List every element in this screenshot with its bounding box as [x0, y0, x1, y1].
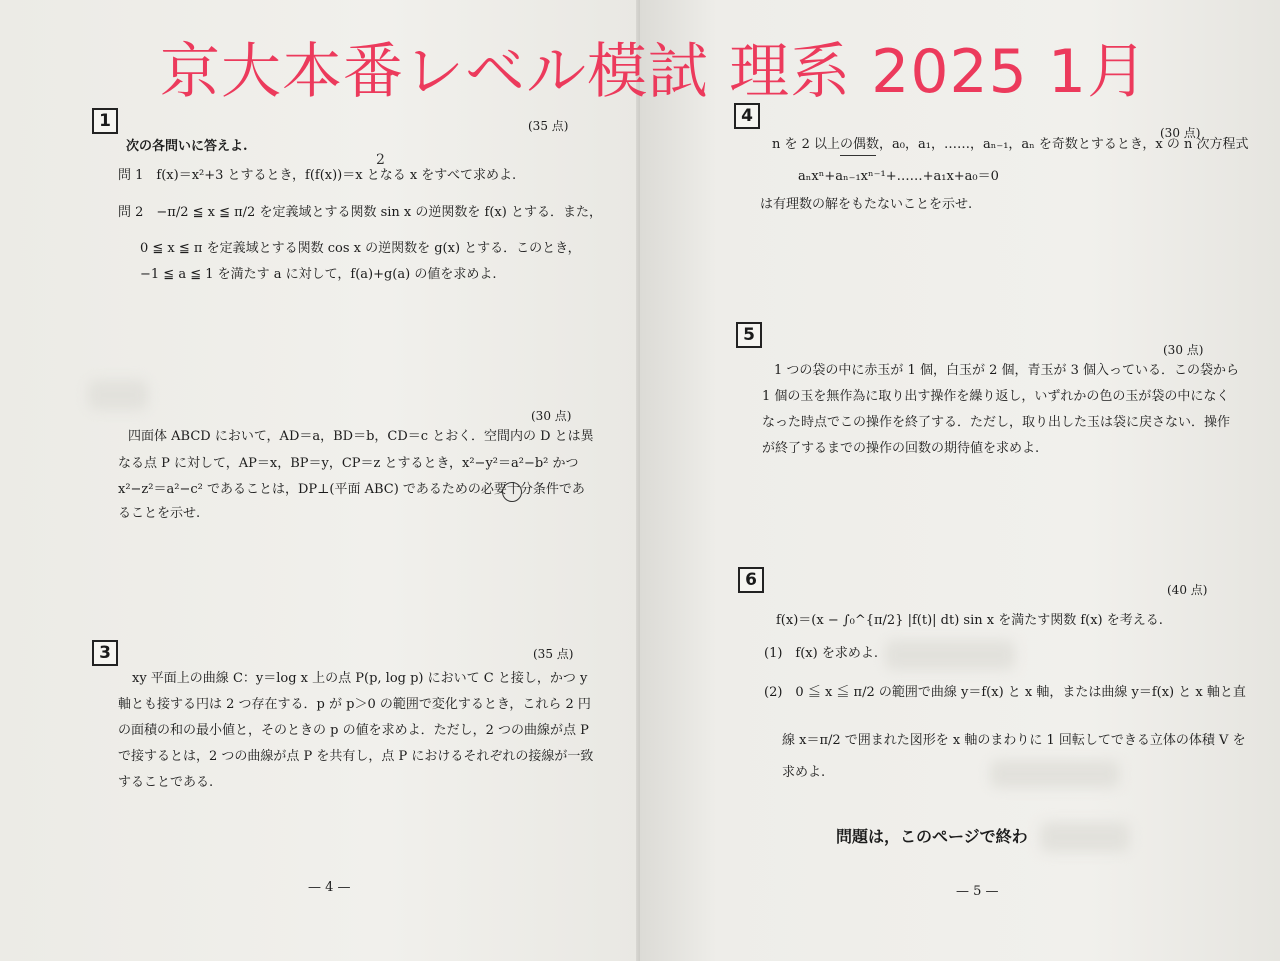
question-1-line: −1 ≦ a ≦ 1 を満たす a に対して，f(a)+g(a) の値を求めよ. — [140, 267, 497, 282]
question-4-line: n を 2 以上の偶数，a₀，a₁，……，aₙ₋₁，aₙ を奇数とするとき，x の n 次方程式 — [772, 137, 1249, 152]
question-6-number: 6 — [738, 567, 764, 593]
obscured-region — [885, 640, 1015, 670]
question-2-line: ることを示せ. — [118, 506, 201, 521]
question-1-line: 次の各問いに答えよ. — [126, 139, 248, 154]
handwritten-mark: 2 — [376, 152, 385, 168]
question-6-points: (40 点) — [1167, 583, 1208, 597]
question-6-line: 求めよ. — [782, 765, 826, 780]
question-3-line: の面積の和の最小値と，そのときの p の値を求めよ．ただし，2 つの曲線が点 P — [118, 723, 589, 738]
question-6-line: (1) f(x) を求めよ. — [764, 646, 878, 661]
question-3-points: (35 点) — [533, 647, 574, 661]
obscured-region — [990, 760, 1120, 788]
question-2-points: (30 点) — [531, 409, 572, 423]
question-5-points: (30 点) — [1163, 343, 1204, 357]
question-5-line: 1 個の玉を無作為に取り出す操作を繰り返し，いずれかの色の玉が袋の中になく — [762, 389, 1230, 404]
question-1-line: 問 1 f(x)＝x²+3 とするとき，f(f(x))＝x となる x をすべて求めよ. — [118, 168, 517, 183]
question-2-line: 四面体 ABCD において，AD＝a，BD＝b，CD＝c とおく．空間内の D とは異 — [128, 429, 594, 444]
question-3-number: 3 — [92, 640, 118, 666]
question-1-line: 問 2 −π/2 ≦ x ≦ π/2 を定義域とする関数 sin x の逆関数を f(x) とする．また， — [118, 205, 602, 220]
page-number: — 5 — — [956, 884, 999, 899]
question-2-line: x²−z²＝a²−c² であることは，DP⊥(平面 ABC) であるための必要十分条件であ — [118, 482, 585, 497]
question-3-line: 軸とも接する円は 2 つ存在する．p が p＞0 の範囲で変化するとき，これら 2 円 — [118, 697, 591, 712]
question-2-line: なる点 P に対して，AP＝x，BP＝y，CP＝z とするとき，x²−y²＝a²−b² かつ — [118, 456, 579, 471]
question-6-line: f(x)＝(x − ∫₀^{π/2} |f(t)| dt) sin x を満たす関数 f(x) を考える. — [776, 613, 1163, 628]
obscured-region — [88, 380, 148, 410]
question-3-line: で接するとは，2 つの曲線が点 P を共有し，点 P におけるそれぞれの接線が一致 — [118, 749, 594, 764]
question-6-line: (2) 0 ≦ x ≦ π/2 の範囲で曲線 y＝f(x) と x 軸，または曲線 y＝f(x) と x 軸と直 — [764, 685, 1246, 700]
question-1-number: 1 — [92, 108, 118, 134]
right-page — [640, 0, 1280, 961]
question-6-line: 線 x＝π/2 で囲まれた図形を x 軸のまわりに 1 回転してできる立体の体積 V を — [782, 733, 1246, 748]
question-5-line: が終了するまでの操作の回数の期待値を求めよ. — [762, 441, 1040, 456]
question-3-line: xy 平面上の曲線 C：y＝log x 上の点 P(p, log p) において C と接し，かつ y — [132, 671, 588, 686]
page-number: — 4 — — [308, 880, 351, 895]
question-4-line: aₙxⁿ+aₙ₋₁xⁿ⁻¹+……+a₁x+a₀＝0 — [798, 169, 999, 184]
question-3-line: することである. — [118, 775, 214, 790]
question-4-number: 4 — [734, 103, 760, 129]
overlay-title: 京大本番レベル模試 理系 2025 1月 — [160, 37, 1149, 107]
question-5-number: 5 — [736, 322, 762, 348]
question-5-line: 1 つの袋の中に赤玉が 1 個，白玉が 2 個，青玉が 3 個入っている．この袋から — [774, 363, 1240, 378]
question-1-line: 0 ≦ x ≦ π を定義域とする関数 cos x の逆関数を g(x) とする．このとき， — [140, 241, 581, 256]
question-1-points: (35 点) — [528, 119, 569, 133]
question-5-line: なった時点でこの操作を終了する．ただし，取り出した玉は袋に戻さない．操作 — [762, 415, 1231, 430]
question-4-points: (30 点) — [1160, 126, 1201, 140]
handwritten-circle — [502, 482, 522, 502]
obscured-region — [1040, 822, 1130, 852]
end-of-exam-note: 問題は，このページで終わ — [836, 827, 1028, 846]
question-4-line: は有理数の解をもたないことを示せ. — [760, 197, 973, 212]
handwritten-underline — [840, 155, 876, 156]
